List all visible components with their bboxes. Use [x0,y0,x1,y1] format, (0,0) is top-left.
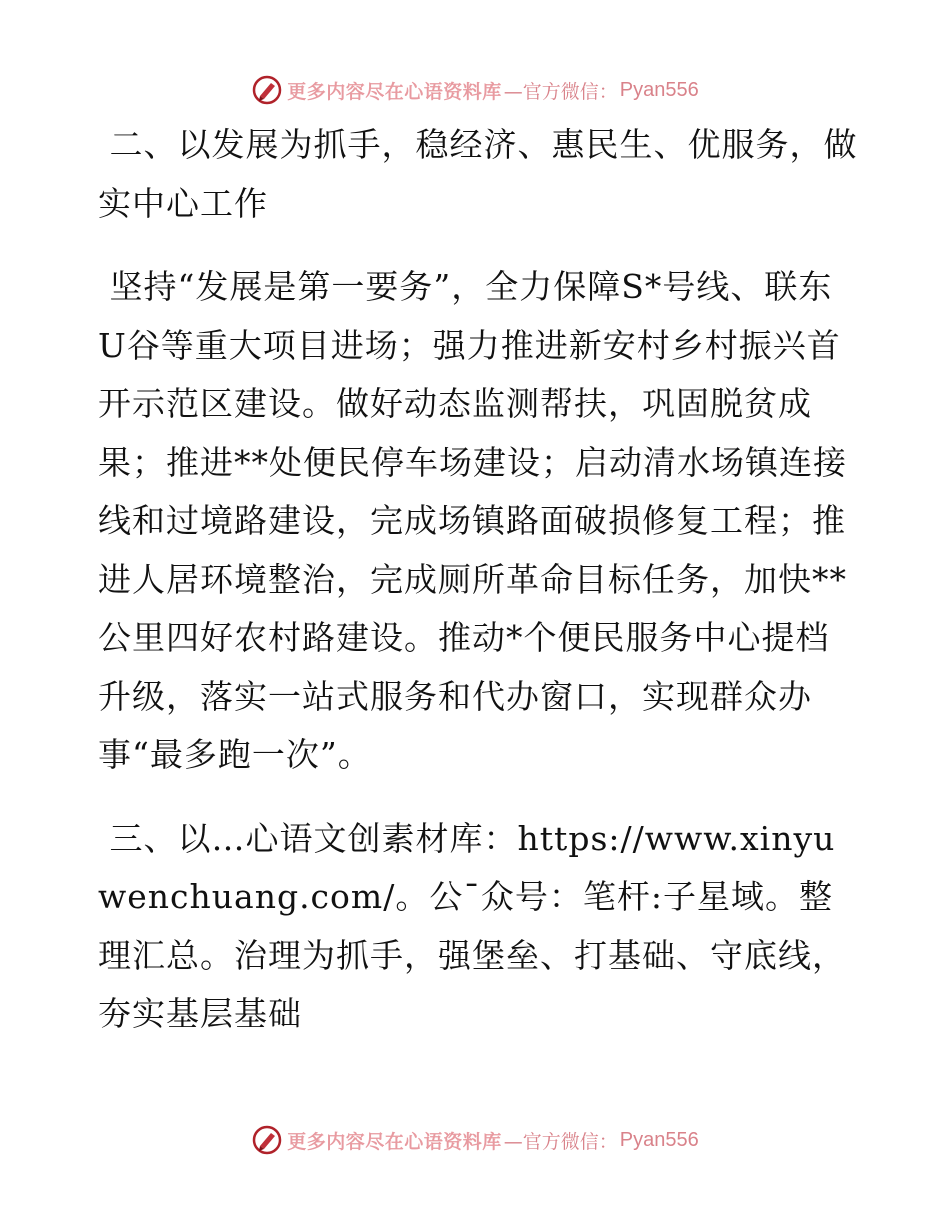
section-two-paragraph: 坚持“发展是第一要务”，全力保障S*号线、联东U谷等重大项目进场；强力推进新安村乡村振兴首开示范区建设。做好动态监测帮扶，巩固脱贫成果；推进**处便民停车场建设；启动清水场镇连接线和过境路建设，完成场镇路面破损修复工程；推进人居环境整治，完成厕所革命目标任务，加快**公里四好农村路建设。推动*个便民服务中心提档升级，落实一站式服务和代办窗口，实现群众办事“最多跑一次”。 [98,267,847,774]
watermark-wechat-id: Pyan556 [619,78,699,101]
pen-logo-icon [251,74,283,106]
section-three-heading: 三、以…心语文创素材库：https://www.xinyuwenchuang.com/。公¯众号：笔杆:子星域。整理汇总。治理为抓手，强堡垒、打基础、守底线，夯实基层基础 [98,818,846,1033]
pen-logo-icon [251,1124,283,1156]
watermark-brand-text: 更多内容尽在心语资料库 [287,80,502,103]
watermark-wechat-id: Pyan556 [619,1128,699,1151]
footer-watermark [0,1122,950,1158]
watermark-brand-text: 更多内容尽在心语资料库 [287,1130,502,1153]
document-body [98,116,858,1044]
header-watermark [0,72,950,108]
section-two-heading: 二、以发展为抓手，稳经济、惠民生、优服务，做实中心工作 [98,125,858,223]
watermark-official-label: —官方微信： [503,1130,618,1153]
watermark-official-label: —官方微信： [503,80,618,103]
